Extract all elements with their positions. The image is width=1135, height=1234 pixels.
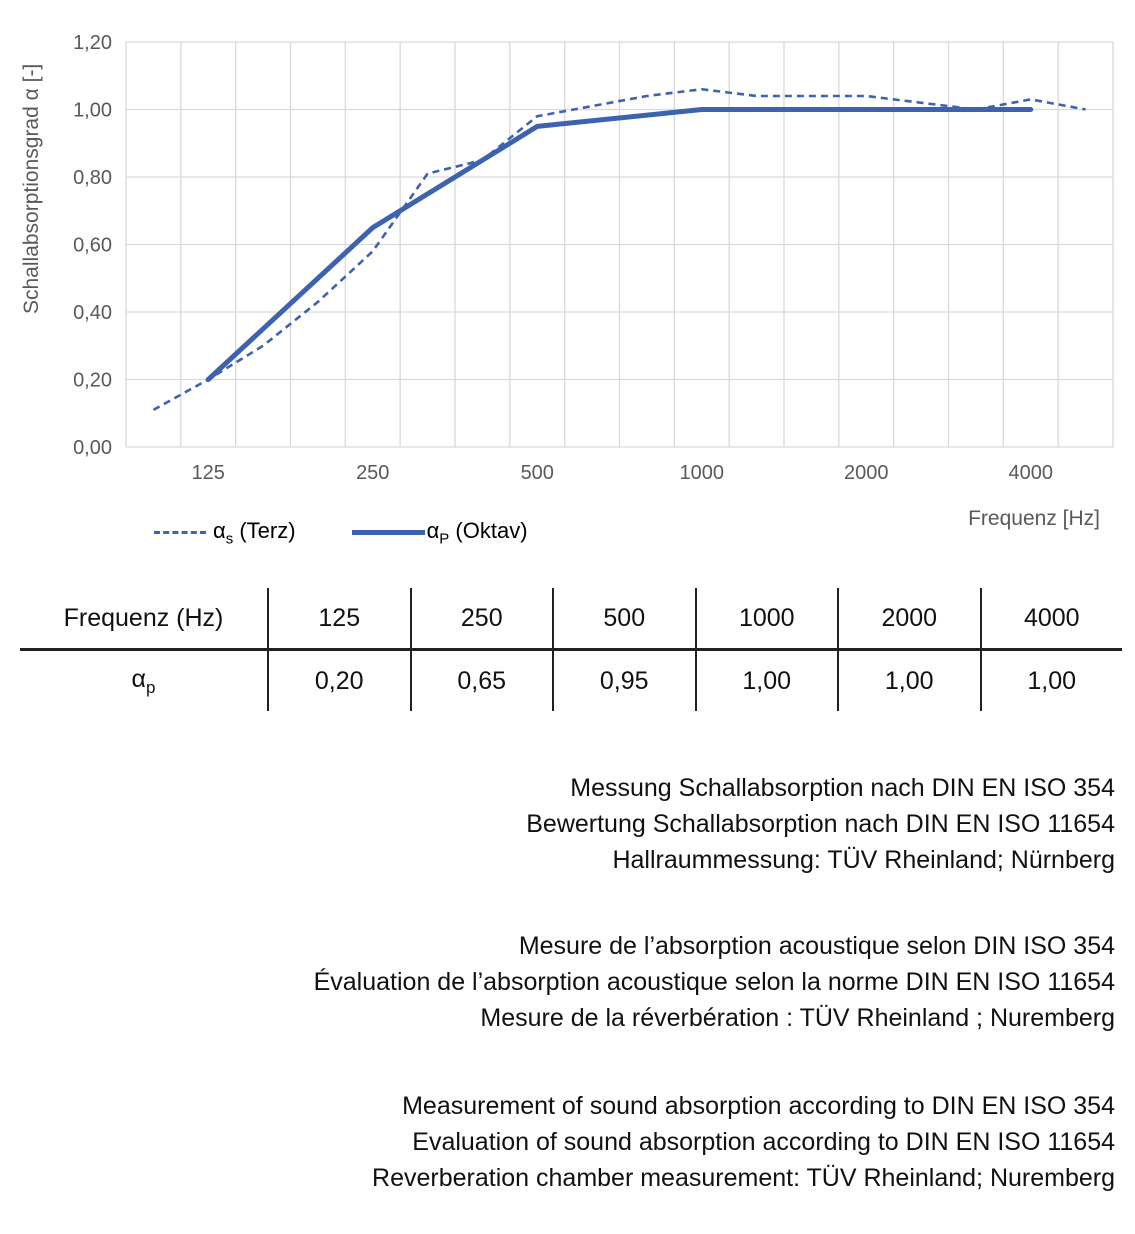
table-header-cell: 250 <box>410 588 553 648</box>
table-header-row <box>20 588 1122 651</box>
table-header-cell: 500 <box>552 588 695 648</box>
notes-english <box>20 1088 1115 1196</box>
table-row-label: $\alpha_p$ <box>131 664 156 697</box>
legend-label-oktav: $\alpha_P$ (Oktav) <box>426 518 528 548</box>
y-tick-label: 1,20 <box>73 32 112 54</box>
table-header-cell: 1000 <box>695 588 838 648</box>
x-tick-label: 4000 <box>1008 462 1053 484</box>
table-header-cell: 2000 <box>837 588 980 648</box>
table-header-frequency: Frequenz (Hz) <box>63 603 224 632</box>
table-value-row <box>20 651 1122 711</box>
table-value-cell: 0,95 <box>552 651 695 711</box>
legend-item-terz <box>154 518 296 547</box>
y-tick-label: 1,00 <box>73 99 112 122</box>
notes-french <box>20 928 1115 1036</box>
x-tick-label: 1000 <box>679 462 724 484</box>
table-value-cell: 1,00 <box>695 651 838 711</box>
x-tick-label: 500 <box>520 462 554 484</box>
note-line: Mesure de la réverbération : TÜV Rheinland ; Nuremberg <box>480 1004 1115 1032</box>
legend-item-oktav <box>352 518 528 547</box>
x-tick-label: 2000 <box>844 462 889 484</box>
absorption-line-chart <box>0 0 1135 560</box>
table-value-cell: 0,20 <box>267 651 410 711</box>
chart-legend <box>154 518 528 548</box>
table-header-cell: 125 <box>267 588 410 648</box>
notes-german <box>20 770 1115 878</box>
dashed-line-sample <box>154 531 206 534</box>
note-line: Messung Schallabsorption nach DIN EN ISO 354 <box>570 774 1115 802</box>
note-line: Évaluation de l’absorption acoustique selon la norme DIN EN ISO 11654 <box>313 968 1115 996</box>
alpha-p-table <box>20 588 1122 711</box>
y-tick-label: 0,00 <box>73 437 112 459</box>
note-line: Mesure de l’absorption acoustique selon DIN ISO 354 <box>518 932 1115 960</box>
x-axis-title: Frequenz [Hz] <box>968 507 1100 530</box>
table-value-cell: 0,65 <box>410 651 553 711</box>
note-line: Evaluation of sound absorption according to DIN EN ISO 11654 <box>412 1128 1115 1156</box>
y-tick-label: 0,20 <box>73 369 112 392</box>
x-tick-label: 250 <box>356 462 390 484</box>
y-tick-label: 0,80 <box>73 167 112 189</box>
note-line: Bewertung Schallabsorption nach DIN EN ISO 11654 <box>526 810 1115 838</box>
legend-label-terz: $\alpha_s$ (Terz) <box>213 518 296 548</box>
x-tick-label: 125 <box>191 462 225 484</box>
table-value-cell: 1,00 <box>837 651 980 711</box>
note-line: Hallraummessung: TÜV Rheinland; Nürnberg <box>612 846 1115 874</box>
y-tick-label: 0,60 <box>73 234 112 257</box>
y-axis-title: Schallabsorptionsgrad α [-] <box>20 63 43 314</box>
note-line: Reverberation chamber measurement: TÜV Rheinland; Nuremberg <box>372 1164 1115 1192</box>
note-line: Measurement of sound absorption according to DIN EN ISO 354 <box>402 1092 1115 1120</box>
table-value-cell: 1,00 <box>980 651 1123 711</box>
table-header-cell: 4000 <box>980 588 1123 648</box>
solid-line-sample <box>352 530 425 535</box>
y-tick-label: 0,40 <box>73 302 112 324</box>
